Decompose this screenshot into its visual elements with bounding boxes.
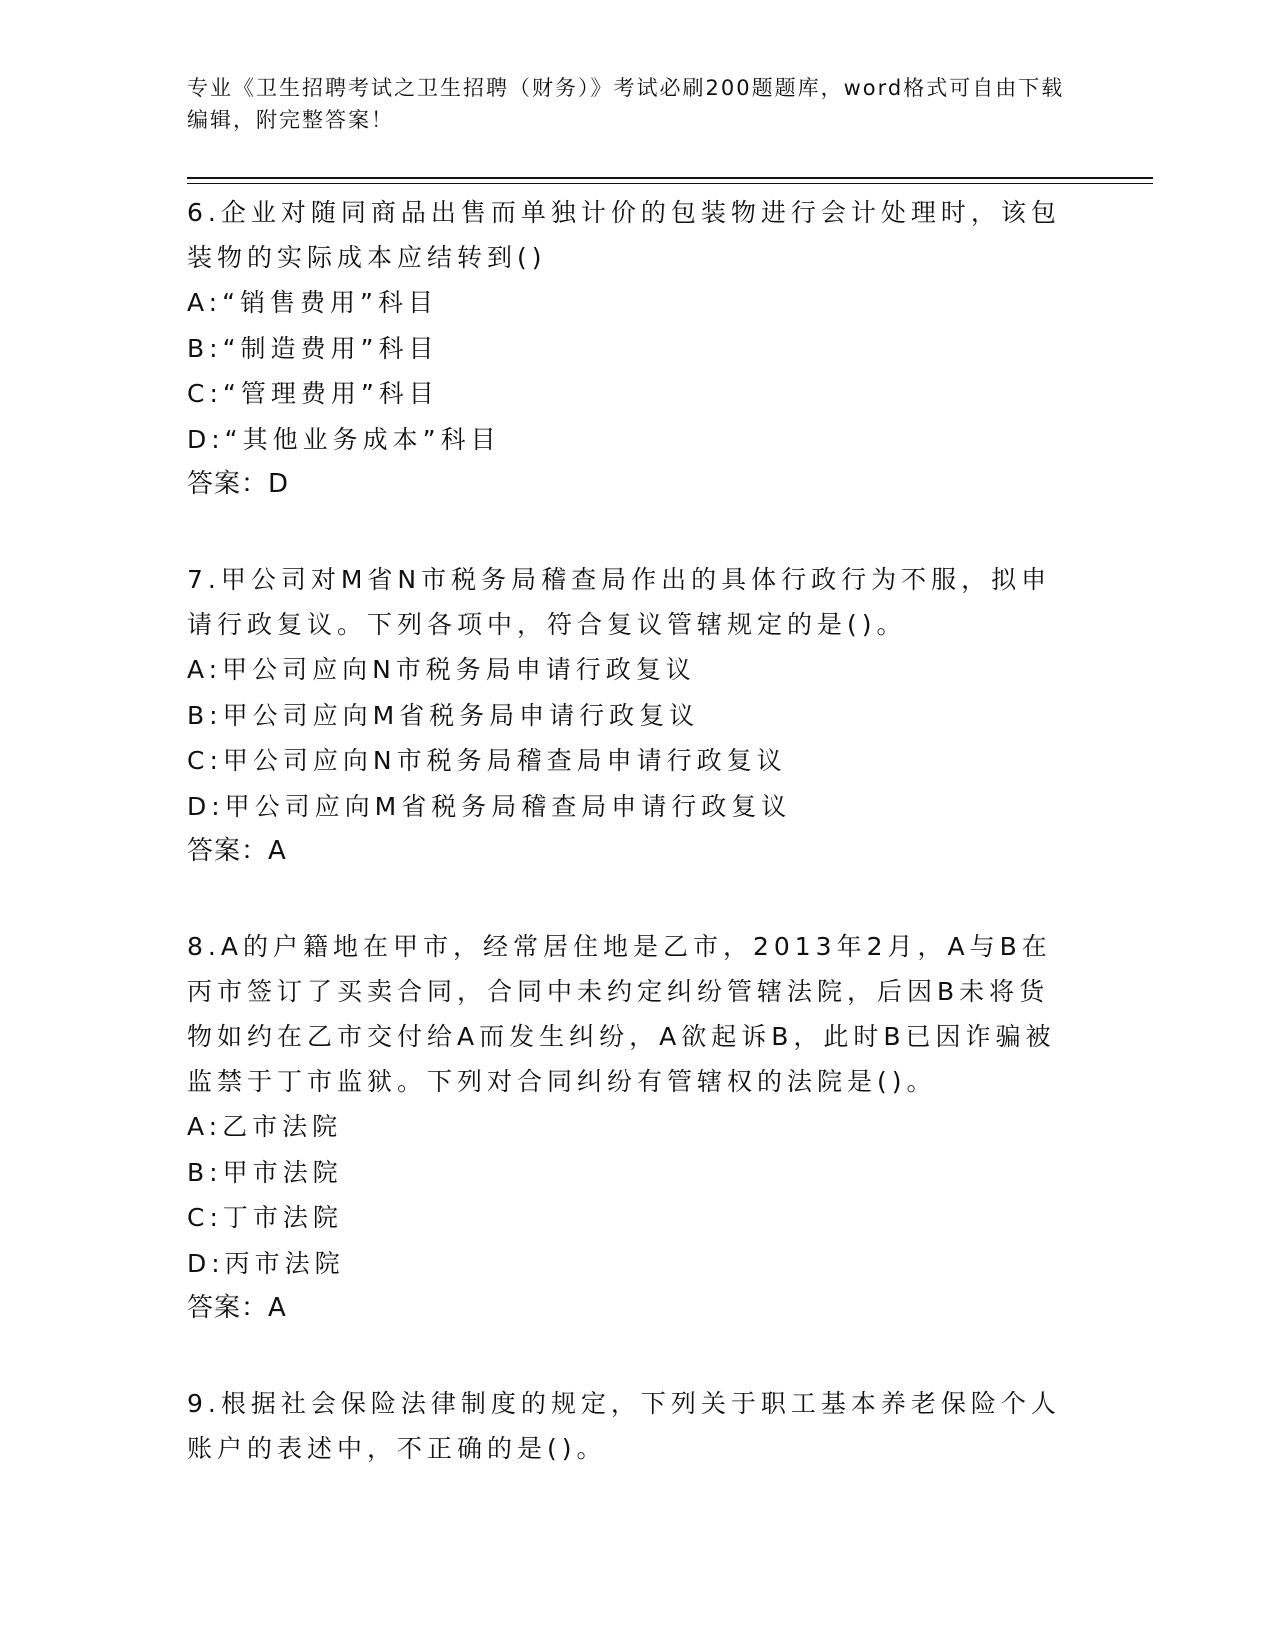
question-stem: 8.A的户籍地在甲市，经常居住地是乙市，2013年2月，A与B在丙市签订了买卖合同，合同中未约定纠纷管辖法院，后因B未将货物如约在乙市交付给A而发生纠纷，A欲起诉B，此时B已因诈骗被监禁于丁市监狱。下列对合同纠纷有管辖权的法院是()。 bbox=[187, 932, 1056, 1096]
spacer bbox=[187, 1331, 1087, 1381]
question-list bbox=[187, 190, 1087, 1471]
option-b: B:甲公司应向M省税务局申请行政复议 bbox=[187, 700, 700, 730]
option-c: C:“管理费用”科目 bbox=[187, 379, 439, 408]
spacer bbox=[187, 874, 1087, 924]
question-6 bbox=[187, 190, 1087, 507]
option-c: C:甲公司应向N市税务局稽查局申请行政复议 bbox=[187, 746, 787, 775]
header-rule-thick bbox=[187, 177, 1153, 179]
answer: 答案：D bbox=[187, 469, 290, 499]
answer: 答案：A bbox=[187, 836, 287, 866]
question-9 bbox=[187, 1381, 1087, 1471]
question-stem: 9.根据社会保险法律制度的规定，下列关于职工基本养老保险个人账户的表述中，不正确的是()。 bbox=[187, 1389, 1061, 1463]
question-7 bbox=[187, 557, 1087, 874]
question-stem: 6.企业对随同商品出售而单独计价的包装物进行会计处理时，该包装物的实际成本应结转到() bbox=[187, 198, 1061, 272]
option-c: C:丁市法院 bbox=[187, 1203, 343, 1232]
option-b: B:“制造费用”科目 bbox=[187, 333, 439, 363]
option-a: A:乙市法院 bbox=[187, 1112, 343, 1141]
question-8 bbox=[187, 924, 1087, 1331]
option-a: A:“销售费用”科目 bbox=[187, 288, 438, 317]
answer: 答案：A bbox=[187, 1293, 287, 1323]
option-d: D:丙市法院 bbox=[187, 1248, 345, 1278]
option-b: B:甲市法院 bbox=[187, 1157, 343, 1187]
header-rule-thin bbox=[187, 183, 1153, 184]
option-d: D:甲公司应向M省税务局稽查局申请行政复议 bbox=[187, 791, 792, 821]
question-stem: 7.甲公司对M省N市税务局稽查局作出的具体行政行为不服，拟申请行政复议。下列各项中，符合复议管辖规定的是()。 bbox=[187, 565, 1052, 639]
option-a: A:甲公司应向N市税务局申请行政复议 bbox=[187, 655, 696, 684]
option-d: D:“其他业务成本”科目 bbox=[187, 424, 501, 454]
document-header: 专业《卫生招聘考试之卫生招聘（财务）》考试必刷200题题库，word格式可自由下载编辑，附完整答案！ bbox=[187, 76, 1065, 132]
spacer bbox=[187, 507, 1087, 557]
